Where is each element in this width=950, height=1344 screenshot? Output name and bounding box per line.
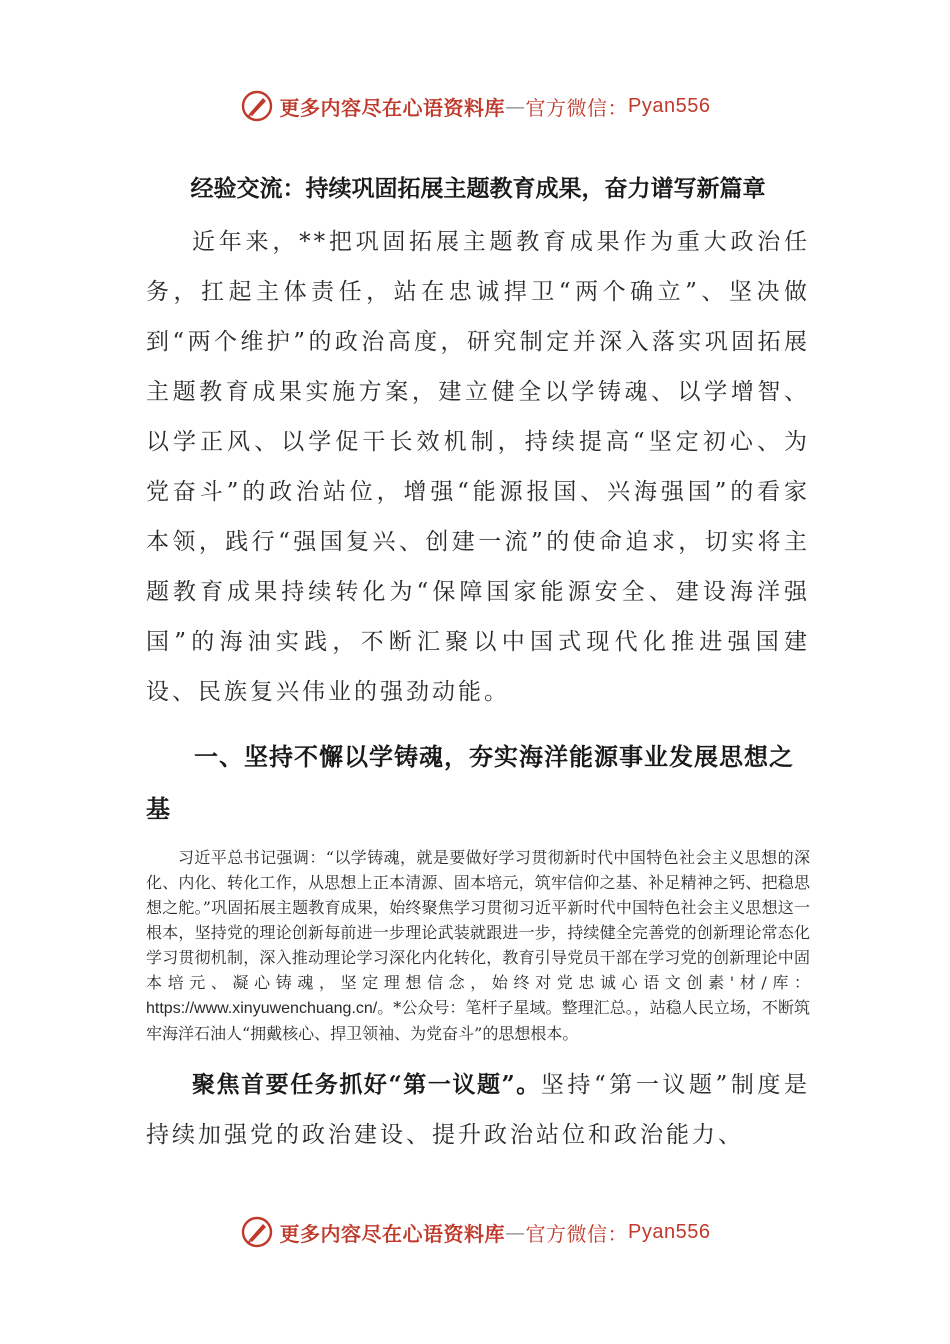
banner-wechat-id: Pyan556 bbox=[628, 1220, 711, 1243]
banner-wechat-label: 官方微信： bbox=[525, 1221, 629, 1246]
header-watermark-banner bbox=[0, 86, 950, 126]
footer-watermark-banner bbox=[0, 1212, 950, 1252]
banner-wechat-id: Pyan556 bbox=[628, 94, 711, 117]
banner-separator: — bbox=[505, 1220, 526, 1244]
banner-separator: — bbox=[505, 94, 526, 118]
banner-brand-text: 更多内容尽在心语资料库 bbox=[279, 95, 506, 120]
section-1-heading: 一、坚持不懈以学铸魂，夯实海洋能源事业发展思想之基 bbox=[146, 742, 794, 823]
article-body bbox=[146, 170, 810, 1160]
banner-brand-text: 更多内容尽在心语资料库 bbox=[279, 1221, 506, 1246]
subsection-lead: 聚焦首要任务抓好“第一议题”。 bbox=[192, 1071, 541, 1098]
subsection-paragraph bbox=[146, 1060, 810, 1160]
quill-logo-icon bbox=[240, 1215, 274, 1249]
article-title: 经验交流：持续巩固拓展主题教育成果，奋力谱写新篇章 bbox=[190, 175, 766, 202]
quote-url: https://www.xinyuwenchuang.cn/ bbox=[146, 1000, 378, 1017]
quote-paragraph bbox=[146, 845, 810, 1046]
quote-text-2: 。*公众号：笔杆子星域。整理汇总。，站稳人民立场，不断筑牢海洋石油人“拥戴核心、捍卫领袖、为党奋斗”的思想根本。 bbox=[146, 998, 810, 1043]
quill-logo-icon bbox=[240, 89, 274, 123]
banner-wechat-label: 官方微信： bbox=[525, 95, 629, 120]
subsection-body: 坚持“第一议题”制度是持续加强党的政治建设、提升政治站位和政治能力、 bbox=[146, 1072, 810, 1148]
quote-text-1: 习近平总书记强调：“以学铸魂，就是要做好学习贯彻新时代中国特色社会主义思想的深化、内化、转化工作，从思想上正本清源、固本培元，筑牢信仰之基、补足精神之钙、把稳思想之舵。”巩固拓展主题教育成果，始终聚焦学习贯彻习近平新时代中国特色社会主义思想这一根本，坚持党的理论创新每前进一步理论武装就跟进一步，持续健全完善党的创新理论常态化学习贯彻机制，深入推动理论学习深化内化转化，教育引导党员干部在学习党的创新理论中固本培元、凝心铸魂，坚定理想信念，始终对党忠诚心语文创素'材/库： bbox=[146, 848, 810, 992]
intro-paragraph: 近年来，**把巩固拓展主题教育成果作为重大政治任务，扛起主体责任，站在忠诚捍卫“两个确立”、坚决做到“两个维护”的政治高度，研究制定并深入落实巩固拓展主题教育成果实施方案，建立健全以学铸魂、以学增智、以学正风、以学促干长效机制，持续提高“坚定初心、为党奋斗”的政治站位，增强“能源报国、兴海强国”的看家本领，践行“强国复兴、创建一流”的使命追求，切实将主题教育成果持续转化为“保障国家能源安全、建设海洋强国”的海油实践，不断汇聚以中国式现代化推进强国建设、民族复兴伟业的强劲动能。 bbox=[146, 229, 810, 705]
